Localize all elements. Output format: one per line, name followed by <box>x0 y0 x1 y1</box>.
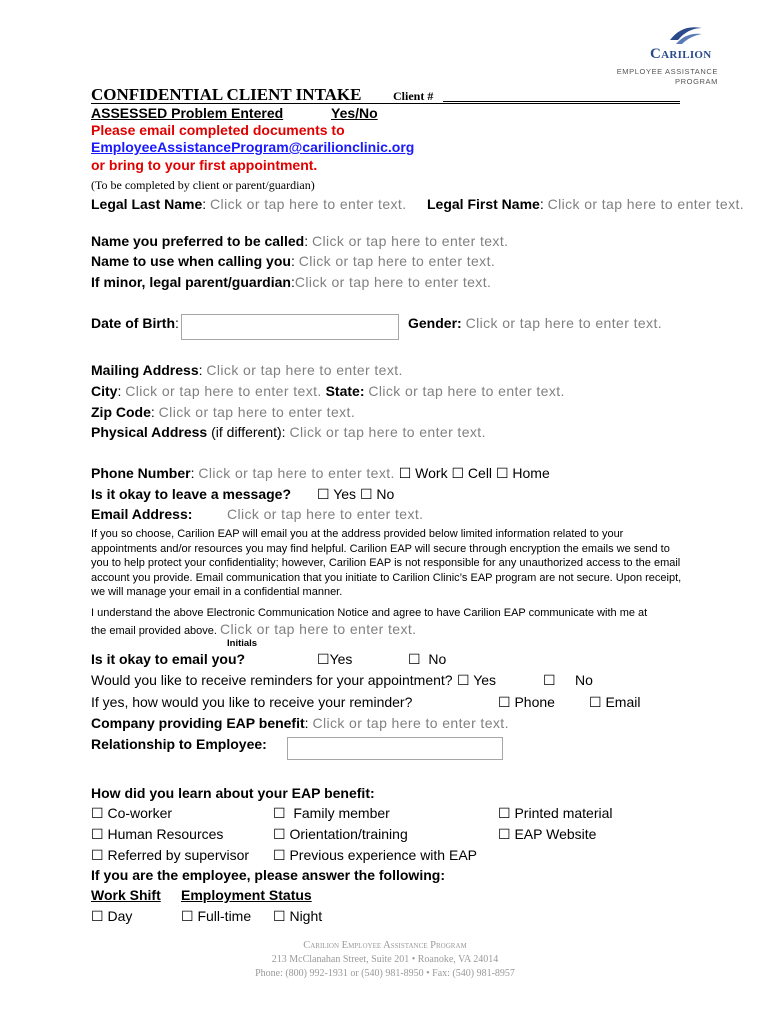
option-orientation: Orientation/training <box>289 826 408 842</box>
checkbox-fulltime[interactable]: ☐ <box>181 908 194 924</box>
checkbox-day[interactable]: ☐ <box>91 908 104 924</box>
learn-orientation <box>273 826 408 843</box>
option-hr: Human Resources <box>107 826 224 842</box>
preferred-name-field[interactable]: Click or tap here to enter text. <box>311 233 509 249</box>
option-night: Night <box>289 908 323 924</box>
option-family: Family member <box>293 805 390 821</box>
status-fulltime <box>181 908 251 925</box>
option-work: Work <box>415 465 448 481</box>
assessed-yes-no[interactable]: Yes/No <box>331 105 378 121</box>
mailing-label: Mailing Address <box>91 362 199 378</box>
company-label: Company providing EAP benefit <box>91 715 305 731</box>
logo-swoosh-icon <box>666 22 706 48</box>
footer-address: 213 McClanahan Street, Suite 201 • Roanoke, VA 24014 <box>271 954 499 965</box>
if-employee-label: If you are the employee, please answer the following: <box>91 867 445 883</box>
option-message-yes: Yes <box>333 486 357 502</box>
email-notice-paragraph: If you so choose, Carilion EAP will email you at the address provided below limited information related to your appointments and/or resources you may find helpful. Carilion EAP will secure through encryption the emails we send to you to help protect your confidentiality; however, Carilion EAP is not responsible for any unauthorized access to the email account you provide. Email communication that you initiate to Carilion Clinic’s EAP program are not secure. Upon receipt, we will manage your email in a confidential manner. <box>91 528 682 598</box>
dob-input[interactable] <box>181 314 399 340</box>
physical-row <box>91 424 486 440</box>
calling-name-row: Name to use when calling you: Click or tap here to enter text. <box>91 253 496 269</box>
physical-suffix: (if different): <box>211 424 286 440</box>
gender-field[interactable]: Click or tap here to enter text. <box>465 315 663 331</box>
learn-family <box>273 805 390 822</box>
reminder-email <box>589 694 640 711</box>
form-title: CONFIDENTIAL CLIENT INTAKE <box>91 85 362 104</box>
city-field[interactable]: Click or tap here to enter text. <box>125 383 322 399</box>
ok-email-yes <box>317 651 352 668</box>
state-label: State: <box>325 383 365 399</box>
checkbox-email-yes[interactable]: ☐ <box>317 651 330 667</box>
option-reminder-no: No <box>575 672 593 688</box>
option-printed: Printed material <box>514 805 613 821</box>
checkbox-reminder-phone[interactable]: ☐ <box>498 694 511 710</box>
email-instruction: Please email completed documents to <box>91 122 345 138</box>
option-reminder-email: Email <box>605 694 641 710</box>
option-fulltime: Full-time <box>197 908 252 924</box>
option-email-no: No <box>428 651 447 667</box>
city-row: City: Click or tap here to enter text. State: Click or tap here to enter text. <box>91 383 565 399</box>
shift-day <box>91 908 132 925</box>
option-reminder-phone: Phone <box>514 694 555 710</box>
learn-printed <box>498 805 613 822</box>
consent-text: the email provided above. <box>91 625 217 637</box>
gender-row <box>408 315 662 331</box>
legal-last-name-label: Legal Last Name <box>91 196 203 212</box>
option-eap-website: EAP Website <box>514 826 597 842</box>
physical-field[interactable]: Click or tap here to enter text. <box>289 424 486 440</box>
checkbox-reminder-no[interactable]: ☐ <box>543 672 556 688</box>
city-label: City <box>91 383 118 399</box>
checkbox-previous[interactable]: ☐ <box>273 847 286 863</box>
zip-field[interactable]: Click or tap here to enter text. <box>158 404 356 420</box>
company-row: Company providing EAP benefit: Click or tap here to enter text. <box>91 715 509 731</box>
gender-label: Gender: <box>408 315 462 331</box>
leave-message-options <box>317 486 394 503</box>
logo-line2: PROGRAM <box>675 77 718 86</box>
email-address-label: Email Address: <box>91 506 193 522</box>
checkbox-coworker[interactable]: ☐ <box>91 805 104 821</box>
option-supervisor: Referred by supervisor <box>107 847 250 863</box>
checkbox-hr[interactable]: ☐ <box>91 826 104 842</box>
guardian-row: If minor, legal parent/guardian:Click or tap here to enter text. <box>91 274 492 290</box>
state-field[interactable]: Click or tap here to enter text. <box>368 383 565 399</box>
option-day: Day <box>107 908 133 924</box>
checkbox-email-no[interactable]: ☐ <box>408 651 421 667</box>
ok-email-no <box>408 651 446 668</box>
carilion-logo <box>616 22 720 88</box>
mailing-field[interactable]: Click or tap here to enter text. <box>206 362 403 378</box>
learn-eap-website <box>498 826 596 843</box>
client-number-line[interactable] <box>443 101 680 102</box>
option-previous: Previous experience with EAP <box>289 847 477 863</box>
checkbox-printed[interactable]: ☐ <box>498 805 511 821</box>
mailing-row: Mailing Address: Click or tap here to enter text. <box>91 362 403 378</box>
logo-line1: EMPLOYEE ASSISTANCE <box>616 67 718 76</box>
guardian-field[interactable]: Click or tap here to enter text. <box>294 274 492 290</box>
initials-field[interactable]: Click or tap here to enter text. <box>220 621 417 637</box>
how-reminder-label: If yes, how would you like to receive your reminder? <box>91 694 413 710</box>
title-underline <box>91 103 680 104</box>
work-shift-heading: Work Shift <box>91 887 161 903</box>
client-number-label: Client # <box>393 89 434 103</box>
footer-org: Carilion Employee Assistance Program <box>303 940 467 951</box>
leave-message-label: Is it okay to leave a message? <box>91 486 291 502</box>
option-cell: Cell <box>467 465 493 481</box>
checkbox-message-no[interactable]: ☐ <box>359 486 373 502</box>
learn-previous <box>273 847 477 864</box>
checkbox-supervisor[interactable]: ☐ <box>91 847 104 863</box>
preferred-name-label: Name you preferred to be called <box>91 233 305 249</box>
dob-row: Date of Birth: <box>91 315 179 331</box>
checkbox-reminder-yes[interactable]: ☐ <box>457 672 470 688</box>
employment-status-heading: Employment Status <box>181 887 312 903</box>
zip-row: Zip Code: Click or tap here to enter text. <box>91 404 356 420</box>
preferred-name-row: Name you preferred to be called: Click or tap here to enter text. <box>91 233 509 249</box>
option-email-yes: Yes <box>329 651 353 667</box>
calling-name-label: Name to use when calling you <box>91 253 291 269</box>
footer-contact: Phone: (800) 992-1931 or (540) 981-8950 • Fax: (540) 981-8957 <box>255 968 515 979</box>
option-coworker: Co-worker <box>107 805 173 821</box>
dob-label: Date of Birth <box>91 315 175 331</box>
consent-line-1: I understand the above Electronic Communication Notice and agree to have Carilion EAP communicate with me at <box>91 607 648 619</box>
legal-first-name-label: Legal First Name <box>427 196 540 212</box>
guardian-label: If minor, legal parent/guardian <box>91 274 291 290</box>
reminders-no <box>543 672 593 689</box>
completion-note: (To be completed by client or parent/guardian) <box>91 178 315 192</box>
initials-label: Initials <box>227 638 258 649</box>
checkbox-family[interactable]: ☐ <box>273 805 286 821</box>
option-reminder-yes: Yes <box>473 672 497 688</box>
phone-field[interactable]: Click or tap here to enter text. <box>198 465 395 481</box>
calling-name-field[interactable]: Click or tap here to enter text. <box>298 253 496 269</box>
legal-first-name-field[interactable]: Click or tap here to enter text. <box>547 196 745 212</box>
relationship-input[interactable] <box>287 737 503 760</box>
learn-supervisor <box>91 847 249 864</box>
consent-line-2 <box>91 621 416 637</box>
checkbox-night[interactable]: ☐ <box>273 908 286 924</box>
reminder-phone <box>498 694 555 711</box>
zip-label: Zip Code <box>91 404 151 420</box>
checkbox-eap-website[interactable]: ☐ <box>498 826 511 842</box>
checkbox-cell[interactable]: ☐ <box>451 465 465 481</box>
reminders-label: Would you like to receive reminders for your appointment? <box>91 672 453 688</box>
phone-label: Phone Number <box>91 465 191 481</box>
checkbox-work[interactable]: ☐ <box>398 465 412 481</box>
relationship-label: Relationship to Employee: <box>91 736 267 752</box>
assessed-label: ASSESSED Problem Entered <box>91 105 284 121</box>
bring-instruction: or bring to your first appointment. <box>91 157 318 173</box>
checkbox-message-yes[interactable]: ☐ <box>317 486 330 502</box>
checkbox-home[interactable]: ☐ <box>495 465 509 481</box>
ok-email-label: Is it okay to email you? <box>91 651 246 667</box>
company-field[interactable]: Click or tap here to enter text. <box>312 715 509 731</box>
learn-hr <box>91 826 223 843</box>
logo-brand: Carilion <box>650 46 712 62</box>
legal-last-name-row: Legal Last Name: Click or tap here to enter text. <box>91 196 407 212</box>
email-address-field[interactable]: Click or tap here to enter text. <box>227 506 424 522</box>
legal-first-name-row: Legal First Name: Click or tap here to enter text. <box>427 196 745 212</box>
how-learn-label: How did you learn about your EAP benefit: <box>91 785 375 801</box>
checkbox-reminder-email[interactable]: ☐ <box>589 694 602 710</box>
legal-last-name-field[interactable]: Click or tap here to enter text. <box>210 196 407 212</box>
checkbox-orientation[interactable]: ☐ <box>273 826 286 842</box>
physical-label: Physical Address <box>91 424 208 440</box>
option-message-no: No <box>376 486 395 502</box>
phone-row: Phone Number: Click or tap here to enter text. ☐ Work ☐ Cell ☐ Home <box>91 465 550 481</box>
learn-coworker <box>91 805 172 822</box>
reminders-yes <box>457 672 496 689</box>
shift-night <box>273 908 322 925</box>
option-home: Home <box>512 465 550 481</box>
eap-email-link[interactable]: EmployeeAssistanceProgram@carilionclinic.org <box>91 139 415 155</box>
